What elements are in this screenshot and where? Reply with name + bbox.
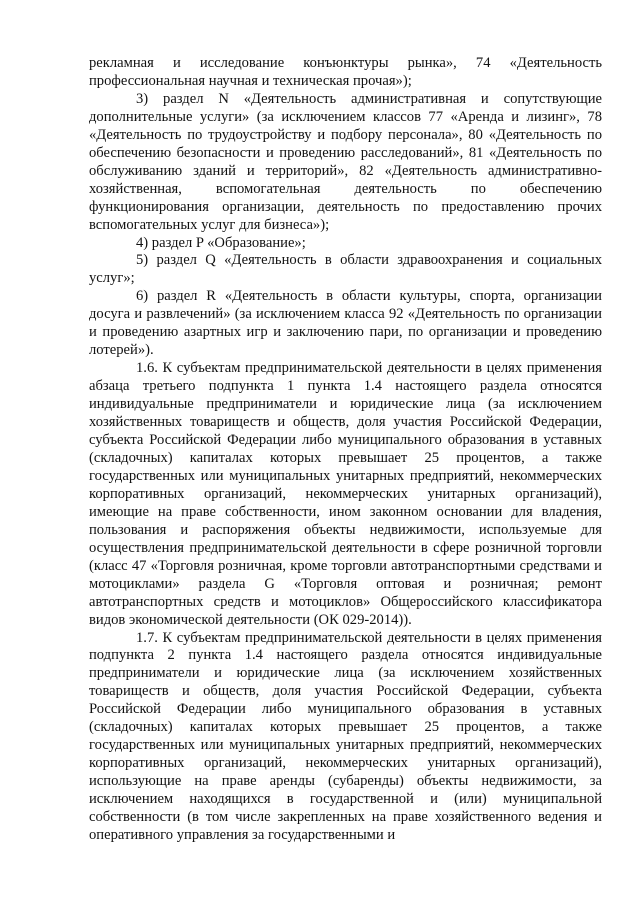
paragraph-section-q: 5) раздел Q «Деятельность в области здравоохранения и социальных услуг»; [89, 252, 602, 287]
paragraph-clause-1-6: 1.6. К субъектам предпринимательской деятельности в целях применения абзаца третьего подпункта 1 пункта 1.4 настоящего раздела относятся индивидуальные предприниматели и юридические лица (за исключением хозяйственных товариществ и обществ, доля участия Российской Федерации, субъекта Российской Федерации либо муниципального образования в уставных (складочных) капиталах которых превышает 25 процентов, а также государственных или муниципальных унитарных предприятий, некоммерческих корпоративных организаций, некоммерческих унитарных организаций), имеющие на праве собственности, ином законном основании для владения, пользования и распоряжения объекты недвижимости, используемые для осуществления предпринимательской деятельности в сфере розничной торговли (класс 47 «Торговля розничная, кроме торговли автотранспортными средствами и мотоциклами» раздела G «Торговля оптовая и розничная; ремонт автотранспортных средств и мотоциклов» Общероссийского классификатора видов экономической деятельности (ОК 029-2014)). [89, 360, 602, 628]
paragraph-section-m-continuation: рекламная и исследование конъюнктуры рынка», 74 «Деятельность профессиональная научная и техническая прочая»); [89, 55, 602, 89]
paragraph-clause-1-7: 1.7. К субъектам предпринимательской деятельности в целях применения подпункта 2 пункта 1.4 настоящего раздела относятся индивидуальные предприниматели и юридические лица (за исключением хозяйственных товариществ и обществ, доля участия Российской Федерации, субъекта Российской Федерации либо муниципального образования в уставных (складочных) капиталах которых превышает 25 процентов, а также государственных или муниципальных унитарных предприятий, некоммерческих корпоративных организаций, некоммерческих унитарных организаций), использующие на праве аренды (субаренды) объекты недвижимости, за исключением находящихся в государственной и (или) муниципальной собственности (в том числе закрепленных на праве хозяйственного ведения и оперативного управления за государственными и [89, 629, 602, 843]
paragraph-section-n: 3) раздел N «Деятельность административная и сопутствующие дополнительные услуги» (за исключением классов 77 «Аренда и лизинг», 78 «Деятельность по трудоустройству и подбору персонала», 80 «Деятельность по обеспечению безопасности и проведению расследований», 81 «Деятельность по обслуживанию зданий и территорий», 82 «Деятельность административно-хозяйственная, вспомогательная деятельность по обеспечению функционирования организации, деятельность по предоставлению прочих вспомогательных услуг для бизнеса»); [89, 90, 602, 233]
paragraph-section-r: 6) раздел R «Деятельность в области культуры, спорта, организации досуга и развлечений» (за исключением класса 92 «Деятельность по организации и проведению азартных игр и заключению пари, по организации и проведению лотерей»). [89, 288, 602, 359]
document-body [89, 55, 602, 845]
paragraph-section-p: 4) раздел P «Образование»; [136, 234, 306, 251]
